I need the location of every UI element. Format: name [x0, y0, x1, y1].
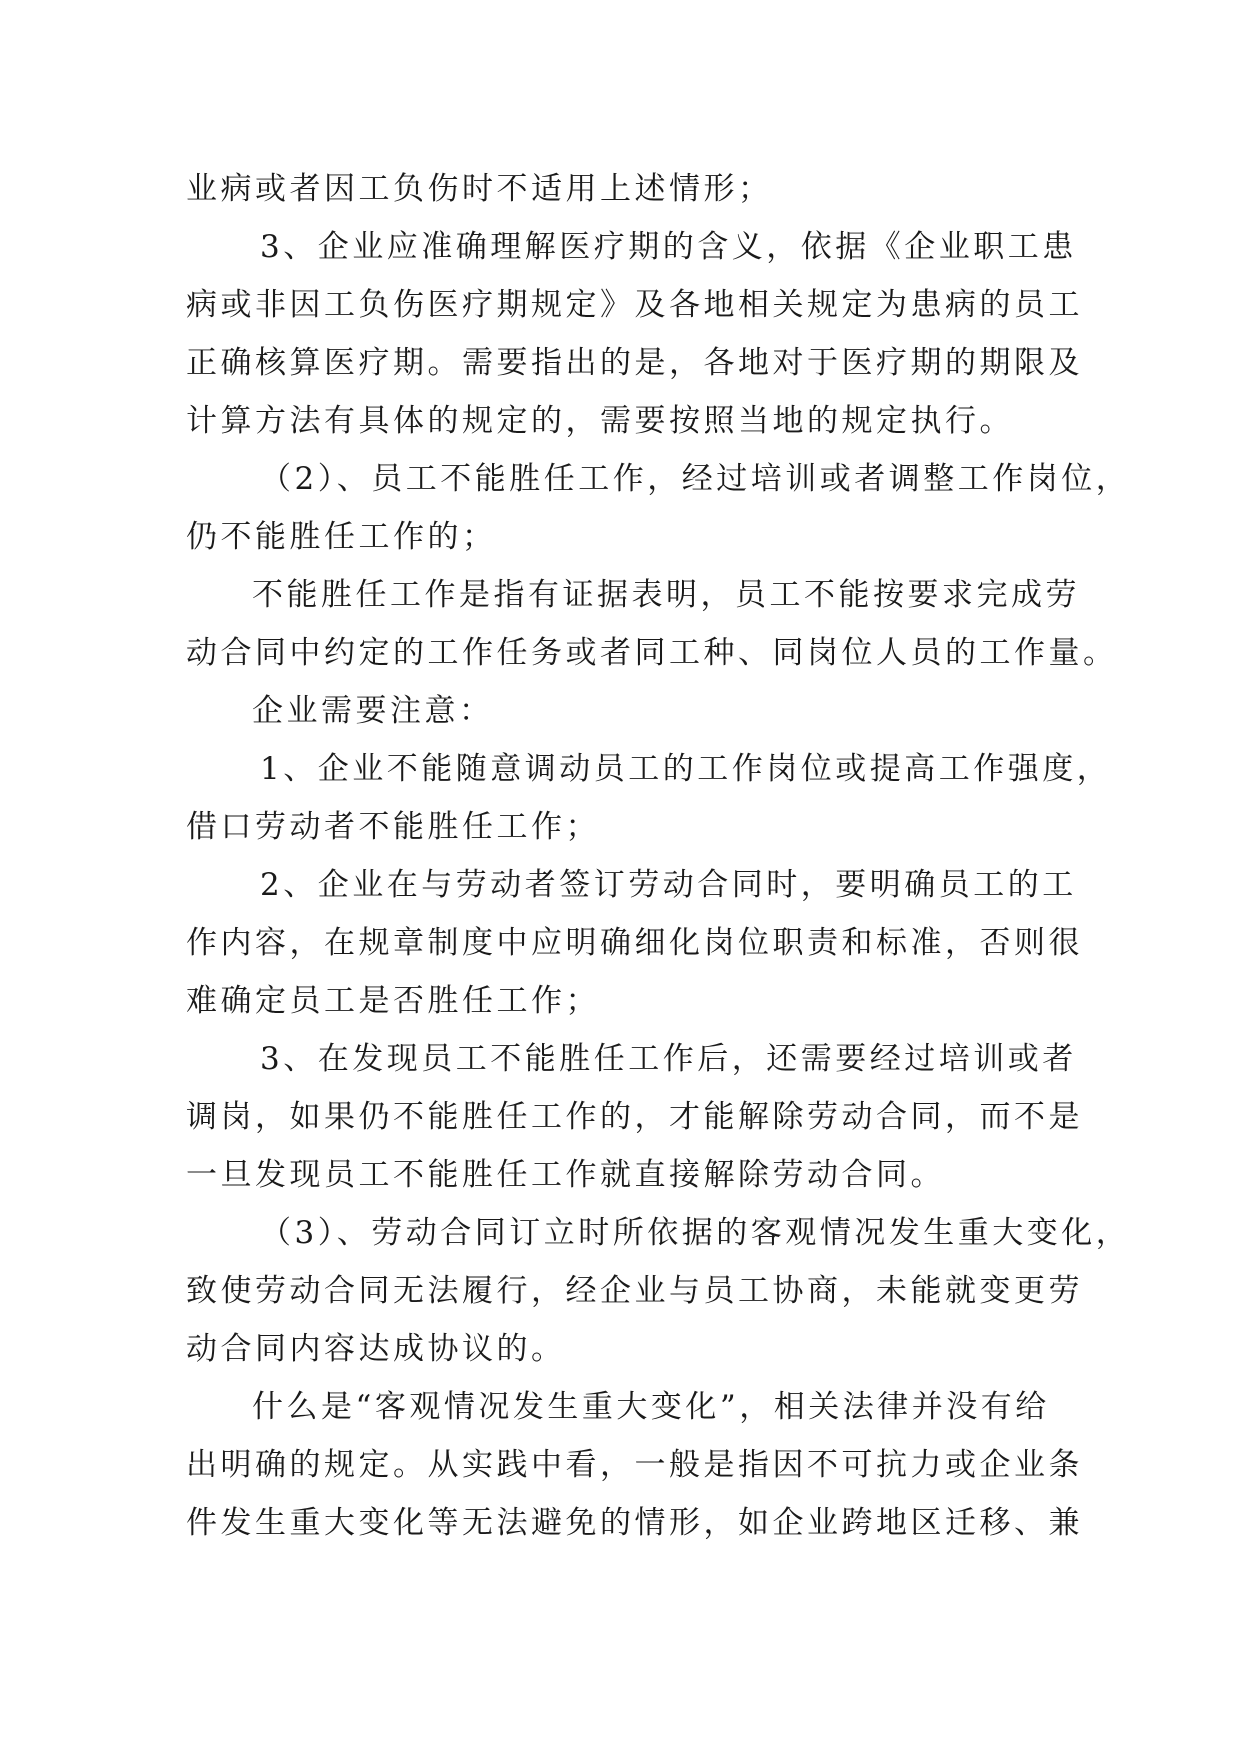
text-line: 企业需要注意：: [252, 693, 494, 729]
text-line: 不能胜任工作是指有证据表明，员工不能按要求完成劳: [252, 577, 1080, 613]
text-line: 正确核算医疗期。需要指出的是，各地对于医疗期的期限及: [186, 345, 1083, 381]
text-line: 一旦发现员工不能胜任工作就直接解除劳动合同。: [186, 1157, 945, 1193]
text-line: 动合同内容达成协议的。: [186, 1331, 566, 1367]
text-line: （2）、员工不能胜任工作，经过培训或者调整工作岗位，: [260, 461, 1131, 497]
text-line: 3、企业应准确理解医疗期的含义，依据《企业职工患: [260, 229, 1077, 265]
text-line: （3）、劳动合同订立时所依据的客观情况发生重大变化，: [260, 1215, 1131, 1251]
text-line: 什么是“客观情况发生重大变化”，相关法律并没有给: [252, 1389, 1050, 1425]
text-line: 2、企业在与劳动者签订劳动合同时，要明确员工的工: [260, 867, 1077, 903]
text-line: 调岗，如果仍不能胜任工作的，才能解除劳动合同，而不是: [186, 1099, 1083, 1135]
text-line: 业病或者因工负伤时不适用上述情形；: [186, 171, 773, 207]
document-body: [186, 160, 1131, 1552]
text-line: 病或非因工负伤医疗期规定》及各地相关规定为患病的员工: [186, 287, 1083, 323]
text-line: 难确定员工是否胜任工作；: [186, 983, 600, 1019]
text-line: 仍不能胜任工作的；: [186, 519, 497, 555]
text-line: 借口劳动者不能胜任工作；: [186, 809, 600, 845]
text-line: 作内容，在规章制度中应明确细化岗位职责和标准，否则很: [186, 925, 1083, 961]
text-line: 致使劳动合同无法履行，经企业与员工协商，未能就变更劳: [186, 1273, 1083, 1309]
text-line: 1、企业不能随意调动员工的工作岗位或提高工作强度，: [260, 751, 1112, 787]
text-line: 动合同中约定的工作任务或者同工种、同岗位人员的工作量。: [186, 635, 1118, 671]
text-line: 出明确的规定。从实践中看，一般是指因不可抗力或企业条: [186, 1447, 1083, 1483]
text-line: 件发生重大变化等无法避免的情形，如企业跨地区迁移、兼: [186, 1505, 1083, 1541]
text-line: 3、在发现员工不能胜任工作后，还需要经过培训或者: [260, 1041, 1077, 1077]
text-line: 计算方法有具体的规定的，需要按照当地的规定执行。: [186, 403, 1014, 439]
